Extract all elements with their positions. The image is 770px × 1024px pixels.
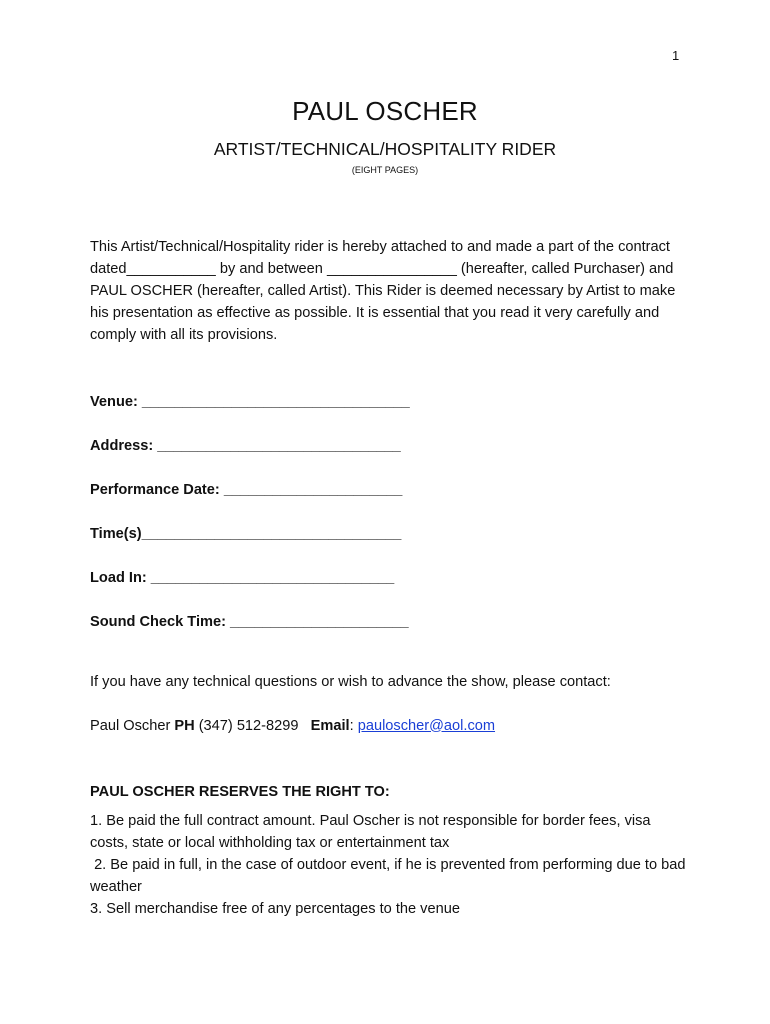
times-field: Time(s)________________________________ [90, 526, 402, 542]
document-title: PAUL OSCHER [292, 96, 478, 126]
reserve-item: 3. Sell merchandise free of any percentages to the venue [90, 901, 460, 917]
phone-number: (347) 512-8299 [194, 717, 311, 734]
reserve-item: 1. Be paid the full contract amount. Paul Oscher is not responsible for border fees, visa costs, state or local withholding tax or entertainment tax [90, 813, 651, 851]
contact-name: Paul Oscher [90, 717, 175, 734]
reserves-heading: PAUL OSCHER RESERVES THE RIGHT TO: [90, 783, 390, 800]
reserves-list [90, 810, 690, 920]
pages-note: (EIGHT PAGES) [351, 165, 419, 175]
intro-paragraph: This Artist/Technical/Hospitality rider is hereby attached to and made a part of the contract dated___________ by and between ________________ (hereafter, called Purchaser) and PAUL OSCHER (hereafter, called Artist). This Rider is deemed necessary by Artist to make his presentation as effective as possible. It is essential that you read it very carefully and comply with all its provisions. [90, 239, 676, 343]
email-label: Email [310, 717, 350, 734]
page-number: 1 [672, 48, 680, 63]
document-subtitle: ARTIST/TECHNICAL/HOSPITALITY RIDER [213, 139, 557, 159]
email-link[interactable]: pauloscher@aol.com [357, 717, 496, 734]
email-separator: : [349, 717, 358, 734]
venue-field: Venue: _________________________________ [90, 394, 410, 410]
reserve-item: 2. Be paid in full, in the case of outdoor event, if he is prevented from performing due to bad weather [90, 857, 690, 895]
load-in-field: Load In: ______________________________ [90, 570, 395, 586]
document-body [90, 236, 690, 917]
phone-label: PH [174, 717, 195, 734]
contact-prompt: If you have any technical questions or wish to advance the show, please contact: [90, 673, 611, 690]
performance-date-field: Performance Date: ______________________ [90, 482, 403, 498]
sound-check-field: Sound Check Time: ______________________ [90, 614, 409, 630]
contact-line [90, 715, 495, 737]
address-field: Address: ______________________________ [90, 438, 401, 454]
